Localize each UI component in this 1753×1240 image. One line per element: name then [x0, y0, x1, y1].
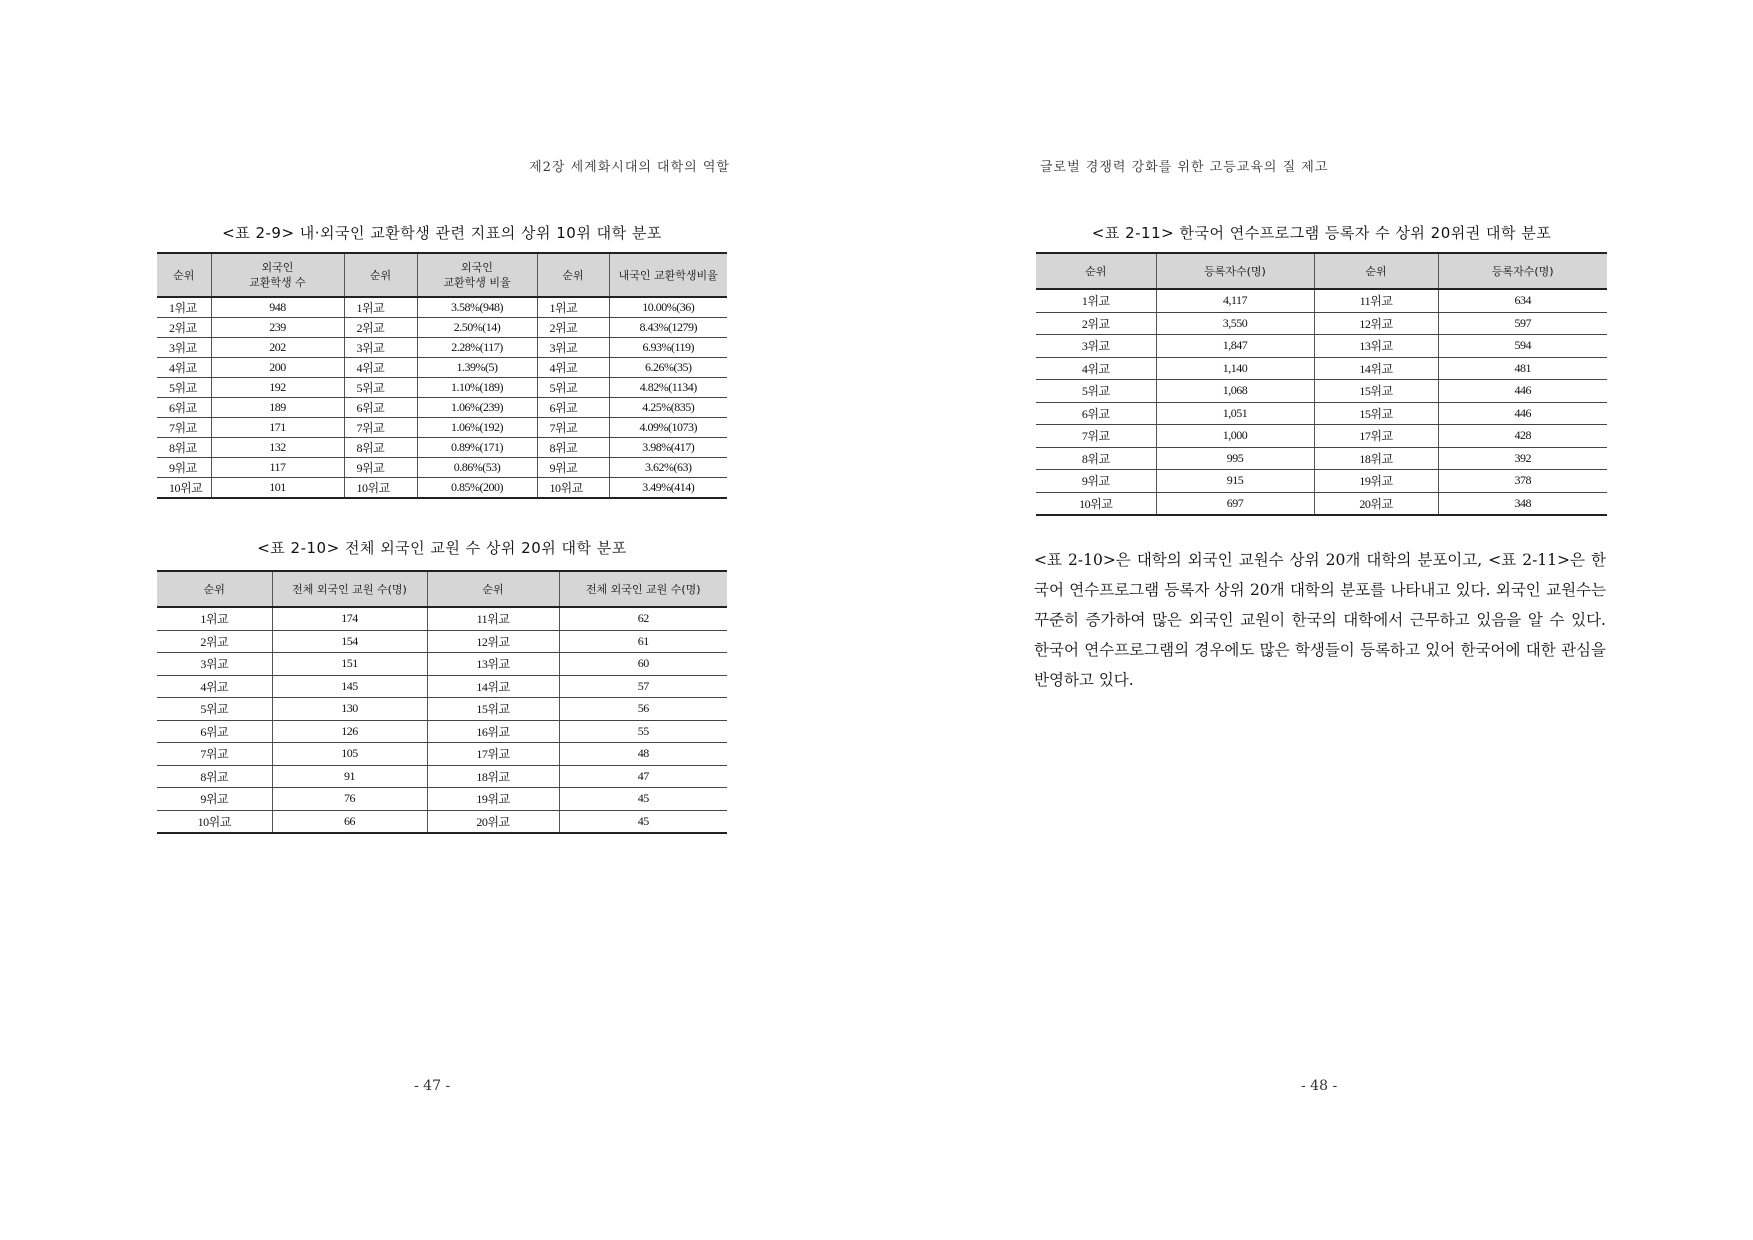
table-cell: 4.09%(1073) — [609, 418, 727, 438]
table-cell: 3위교 — [344, 338, 417, 358]
column-header: 순위 — [1036, 253, 1156, 289]
table-cell: 446 — [1438, 402, 1607, 425]
table-row — [157, 378, 727, 398]
table-cell: 8위교 — [537, 438, 609, 458]
table-cell: 1,051 — [1156, 402, 1314, 425]
table-cell: 6.93%(119) — [609, 338, 727, 358]
table-cell: 3.58%(948) — [417, 297, 537, 318]
table-row — [157, 788, 727, 811]
table-cell: 1.10%(189) — [417, 378, 537, 398]
table-cell: 1,000 — [1156, 425, 1314, 448]
table-cell: 5위교 — [1036, 380, 1156, 403]
table-row — [157, 653, 727, 676]
table-cell: 6위교 — [157, 720, 272, 743]
body-paragraph: <표 2-10>은 대학의 외국인 교원수 상위 20개 대학의 분포이고, <표 2-11>은 한국어 연수프로그램 등록자 상위 20개 대학의 분포를 나타내고 있다. 외국인 교원수는 꾸준히 증가하여 많은 외국인 교원이 한국의 대학에서 근무하고 있음을 알 수 있다. 한국어 연수프로그램의 경우에도 많은 학생들이 등록하고 있어 한국어에 대한 관심을 반영하고 있다. — [1034, 551, 1606, 689]
table-cell: 174 — [272, 607, 427, 630]
table-cell: 7위교 — [1036, 425, 1156, 448]
table-row — [157, 438, 727, 458]
table-cell: 697 — [1156, 492, 1314, 515]
table-row — [157, 607, 727, 630]
table-cell: 10위교 — [157, 478, 211, 499]
table-cell: 15위교 — [427, 698, 559, 721]
column-header: 순위 — [157, 253, 211, 297]
table-cell: 5위교 — [344, 378, 417, 398]
table-cell: 2.50%(14) — [417, 318, 537, 338]
column-header: 내국인 교환학생비율 — [609, 253, 727, 297]
table-row — [1036, 357, 1607, 380]
table-cell: 17위교 — [427, 743, 559, 766]
table-cell: 594 — [1438, 335, 1607, 358]
table-cell: 3위교 — [157, 338, 211, 358]
table-cell: 91 — [272, 765, 427, 788]
table-cell: 9위교 — [157, 458, 211, 478]
table-cell: 7위교 — [157, 743, 272, 766]
table-cell: 3위교 — [157, 653, 272, 676]
table-cell: 392 — [1438, 447, 1607, 470]
table-cell: 60 — [559, 653, 727, 676]
table-cell: 154 — [272, 630, 427, 653]
table-row — [157, 675, 727, 698]
table-row — [1036, 447, 1607, 470]
table-cell: 11위교 — [1314, 289, 1438, 312]
table-cell: 16위교 — [427, 720, 559, 743]
page-number: - 48 - — [1301, 1078, 1338, 1094]
table-cell: 101 — [211, 478, 344, 499]
running-header: 제2장 세계화시대의 대학의 역할 — [529, 160, 730, 175]
table-cell: 15위교 — [1314, 380, 1438, 403]
table-cell: 171 — [211, 418, 344, 438]
table-cell: 7위교 — [157, 418, 211, 438]
table-cell: 1,068 — [1156, 380, 1314, 403]
table-cell: 3위교 — [537, 338, 609, 358]
table-row — [1036, 425, 1607, 448]
table-cell: 10위교 — [1036, 492, 1156, 515]
table-cell: 8위교 — [157, 765, 272, 788]
table-cell: 446 — [1438, 380, 1607, 403]
table-cell: 14위교 — [1314, 357, 1438, 380]
table-cell: 348 — [1438, 492, 1607, 515]
table-row — [1036, 289, 1607, 312]
column-header: 등록자수(명) — [1156, 253, 1314, 289]
table-cell: 192 — [211, 378, 344, 398]
column-header: 등록자수(명) — [1438, 253, 1607, 289]
column-header: 전체 외국인 교원 수(명) — [272, 571, 427, 607]
table-row — [157, 398, 727, 418]
table-cell: 2위교 — [344, 318, 417, 338]
table-row — [157, 698, 727, 721]
table-cell: 6위교 — [344, 398, 417, 418]
table-cell: 145 — [272, 675, 427, 698]
table-cell: 200 — [211, 358, 344, 378]
table-cell: 4위교 — [537, 358, 609, 378]
table-cell: 6위교 — [537, 398, 609, 418]
table-cell: 56 — [559, 698, 727, 721]
table-cell: 634 — [1438, 289, 1607, 312]
table-cell: 5위교 — [157, 378, 211, 398]
table-cell: 1,140 — [1156, 357, 1314, 380]
table-cell: 2위교 — [1036, 312, 1156, 335]
table-cell: 948 — [211, 297, 344, 318]
table-cell: 11위교 — [427, 607, 559, 630]
table-cell: 12위교 — [1314, 312, 1438, 335]
table-row — [157, 418, 727, 438]
table-cell: 597 — [1438, 312, 1607, 335]
left-page — [0, 0, 876, 1240]
table-row — [157, 338, 727, 358]
table-cell: 3위교 — [1036, 335, 1156, 358]
table-cell: 428 — [1438, 425, 1607, 448]
table-header-row — [157, 253, 727, 297]
table-cell: 10위교 — [157, 810, 272, 833]
table-caption: <표 2-11> 한국어 연수프로그램 등록자 수 상위 20위권 대학 분포 — [1091, 224, 1552, 242]
running-header: 글로벌 경쟁력 강화를 위한 고등교육의 질 제고 — [1040, 160, 1329, 175]
table-cell: 0.85%(200) — [417, 478, 537, 499]
table-cell: 15위교 — [1314, 402, 1438, 425]
table-cell: 4.25%(835) — [609, 398, 727, 418]
table-cell: 13위교 — [1314, 335, 1438, 358]
table-row — [1036, 335, 1607, 358]
table-cell: 57 — [559, 675, 727, 698]
table-cell: 4위교 — [157, 358, 211, 378]
table-cell: 1위교 — [1036, 289, 1156, 312]
table-cell: 8위교 — [344, 438, 417, 458]
table-cell: 4위교 — [1036, 357, 1156, 380]
table-cell: 1위교 — [344, 297, 417, 318]
table-cell: 20위교 — [427, 810, 559, 833]
table-cell: 7위교 — [537, 418, 609, 438]
table-cell: 4위교 — [344, 358, 417, 378]
table-cell: 4,117 — [1156, 289, 1314, 312]
table-row — [157, 630, 727, 653]
table-cell: 18위교 — [1314, 447, 1438, 470]
table-cell: 66 — [272, 810, 427, 833]
table-cell: 117 — [211, 458, 344, 478]
table-cell: 0.86%(53) — [417, 458, 537, 478]
table-cell: 9위교 — [1036, 470, 1156, 493]
table-row — [157, 297, 727, 318]
table-cell: 4.82%(1134) — [609, 378, 727, 398]
table-cell: 189 — [211, 398, 344, 418]
table-cell: 8위교 — [157, 438, 211, 458]
column-header: 전체 외국인 교원 수(명) — [559, 571, 727, 607]
table-cell: 5위교 — [537, 378, 609, 398]
table-row — [157, 458, 727, 478]
column-header: 외국인 교환학생 수 — [211, 253, 344, 297]
table-cell: 105 — [272, 743, 427, 766]
table-row — [157, 743, 727, 766]
table-cell: 20위교 — [1314, 492, 1438, 515]
table-cell: 6위교 — [157, 398, 211, 418]
table-cell: 1.39%(5) — [417, 358, 537, 378]
table-cell: 126 — [272, 720, 427, 743]
table-cell: 2.28%(117) — [417, 338, 537, 358]
table-header-row — [157, 571, 727, 607]
table-cell: 7위교 — [344, 418, 417, 438]
table-cell: 61 — [559, 630, 727, 653]
exchange-students-table — [157, 252, 727, 499]
table-cell: 130 — [272, 698, 427, 721]
table-cell: 8위교 — [1036, 447, 1156, 470]
table-cell: 151 — [272, 653, 427, 676]
table-cell: 3.62%(63) — [609, 458, 727, 478]
table-cell: 1.06%(192) — [417, 418, 537, 438]
table-cell: 10위교 — [537, 478, 609, 499]
table-cell: 239 — [211, 318, 344, 338]
column-header: 외국인 교환학생 비율 — [417, 253, 537, 297]
table-cell: 915 — [1156, 470, 1314, 493]
table-row — [157, 765, 727, 788]
table-cell: 8.43%(1279) — [609, 318, 727, 338]
column-header: 순위 — [157, 571, 272, 607]
table-row — [157, 810, 727, 833]
table-cell: 45 — [559, 810, 727, 833]
table-cell: 17위교 — [1314, 425, 1438, 448]
table-cell: 45 — [559, 788, 727, 811]
table-row — [1036, 402, 1607, 425]
table-cell: 1.06%(239) — [417, 398, 537, 418]
table-cell: 481 — [1438, 357, 1607, 380]
table-row — [157, 720, 727, 743]
korean-program-table — [1036, 252, 1607, 516]
table-cell: 55 — [559, 720, 727, 743]
table-cell: 1,847 — [1156, 335, 1314, 358]
table-row — [157, 318, 727, 338]
table-cell: 2위교 — [537, 318, 609, 338]
column-header: 순위 — [344, 253, 417, 297]
table-row — [157, 358, 727, 378]
table-cell: 202 — [211, 338, 344, 358]
table-cell: 19위교 — [1314, 470, 1438, 493]
table-cell: 3.98%(417) — [609, 438, 727, 458]
table-cell: 13위교 — [427, 653, 559, 676]
table-header-row — [1036, 253, 1607, 289]
table-cell: 378 — [1438, 470, 1607, 493]
table-cell: 48 — [559, 743, 727, 766]
table-cell: 4위교 — [157, 675, 272, 698]
table-row — [1036, 380, 1607, 403]
table-cell: 132 — [211, 438, 344, 458]
table-cell: 10.00%(36) — [609, 297, 727, 318]
column-header: 순위 — [1314, 253, 1438, 289]
table-cell: 19위교 — [427, 788, 559, 811]
table-cell: 9위교 — [537, 458, 609, 478]
table-cell: 2위교 — [157, 630, 272, 653]
table-cell: 18위교 — [427, 765, 559, 788]
table-cell: 0.89%(171) — [417, 438, 537, 458]
table-cell: 10위교 — [344, 478, 417, 499]
table-caption: <표 2-9> 내·외국인 교환학생 관련 지표의 상위 10위 대학 분포 — [222, 224, 662, 242]
table-row — [1036, 492, 1607, 515]
column-header: 순위 — [427, 571, 559, 607]
table-cell: 1위교 — [157, 607, 272, 630]
table-cell: 6위교 — [1036, 402, 1156, 425]
table-cell: 76 — [272, 788, 427, 811]
table-cell: 9위교 — [344, 458, 417, 478]
table-cell: 3,550 — [1156, 312, 1314, 335]
foreign-faculty-table — [157, 570, 727, 834]
table-cell: 995 — [1156, 447, 1314, 470]
table-cell: 5위교 — [157, 698, 272, 721]
table-row — [1036, 470, 1607, 493]
table-cell: 62 — [559, 607, 727, 630]
table-cell: 1위교 — [157, 297, 211, 318]
table-cell: 14위교 — [427, 675, 559, 698]
table-cell: 9위교 — [157, 788, 272, 811]
table-cell: 6.26%(35) — [609, 358, 727, 378]
table-row — [1036, 312, 1607, 335]
table-cell: 2위교 — [157, 318, 211, 338]
table-caption: <표 2-10> 전체 외국인 교원 수 상위 20위 대학 분포 — [257, 539, 627, 557]
table-cell: 1위교 — [537, 297, 609, 318]
table-row — [157, 478, 727, 499]
table-cell: 47 — [559, 765, 727, 788]
table-cell: 3.49%(414) — [609, 478, 727, 499]
page-number: - 47 - — [414, 1078, 451, 1094]
table-cell: 12위교 — [427, 630, 559, 653]
column-header: 순위 — [537, 253, 609, 297]
